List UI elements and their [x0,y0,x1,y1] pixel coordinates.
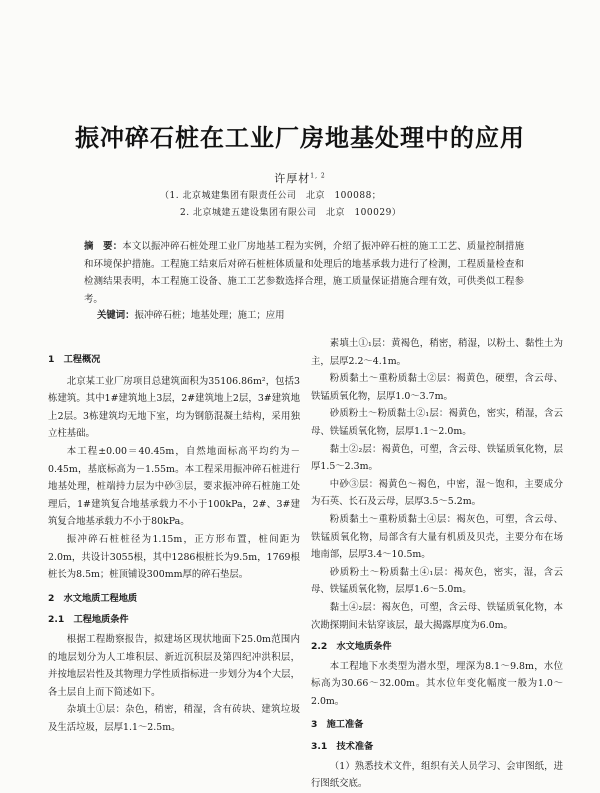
paragraph: 砂质粉土～粉质黏土②₁层：褐黄色，密实，稍湿，含云母、铁锰质氧化物，层厚1.1～2.0m。 [311,408,563,437]
subsection-heading: 3.1 技术准备 [311,741,374,753]
section-heading: 3 施工准备 [311,719,364,731]
section-heading: 2 水文地质工程地质 [48,592,138,604]
section-heading: 1 工程概况 [48,354,101,365]
paragraph: 根据工程勘察报告，拟建场区现状地面下25.0m范围内的地层划分为人工堆积层、新近沉积层及第四纪冲洪积层，并按地层岩性及其物理力学性质指标进一步划分为4个大层，各土层自上而下简述如下。 [48,633,300,698]
affiliation-2: 2. 北京城建五建设集团有限公司 北京 100029） [180,208,402,218]
paragraph: 振冲碎石桩桩径为1.15m，正方形布置，桩间距为2.0m，共设计3055根，其中1286根桩长为9.5m，1769根桩长为8.5m；桩顶铺设300mm厚的碎石垫层。 [48,533,300,581]
paragraph: 素填土①₁层：黄褐色，稍密，稍湿，以粉土、黏性土为主，层厚2.2～4.1m。 [311,338,563,367]
paragraph: 中砂③层：褐黄色～褐色，中密，湿～饱和，主要成分为石英、长石及云母，层厚3.5～5.2m。 [311,478,563,508]
keywords-label: 关键词： [97,310,135,321]
right-column [311,335,563,793]
paragraph: 本工程±0.00＝40.45m，自然地面标高平均约为－0.45m，基底标高为－1.55m。本工程采用振冲碎石桩进行地基处理，桩端持力层为中砂③层，要求振冲碎石桩施工处理后，1#建筑复合地基承载力不小于100kPa，2#、3#建筑复合地基承载力不小于80kPa。 [48,445,300,528]
paragraph: 砂质粉土～粉质黏土④₁层：褐灰色，密实，湿，含云母、铁锰质氧化物，层厚1.6～5.0m。 [311,566,563,596]
paragraph: 本工程地下水类型为潜水型，埋深为8.1～9.8m，水位标高为30.66～32.00m。其水位年变化幅度一般为1.0～2.0m。 [311,660,563,707]
paper-title: 振冲碎石桩在工业厂房地基处理中的应用 [75,124,525,152]
subsection-heading: 2.1 工程地质条件 [48,614,129,626]
paragraph: 杂填土①层：杂色，稍密，稍湿，含有砖块、建筑垃圾及生活垃圾，层厚1.1～2.5m。 [48,704,300,733]
abstract-label: 摘 要： [84,241,123,252]
paragraph: 粉质黏土～重粉质黏土②层：褐黄色，硬塑，含云母、铁锰质氧化物，层厚1.0～3.7m。 [311,373,563,402]
author-name: 许厚材 [274,172,311,185]
author-superscript: 1, 2 [310,172,326,180]
paragraph: 北京某工业厂房项目总建筑面积为35106.86m²，包括3栋建筑。其中1#建筑地上3层，2#建筑地上2层，3#建筑地上2层。3栋建筑均无地下室，均为钢筋混凝土结构，采用独立柱基础。 [48,375,300,440]
paragraph: 黏土④₂层：褐灰色，可塑，含云母、铁锰质氧化物，本次勘探期间未钻穿该层，最大揭露厚度为6.0m。 [311,601,563,631]
paragraph: （1）熟悉技术文件，组织有关人员学习、会审图纸，进行图纸交底。 [311,760,563,790]
keywords [97,308,517,324]
paragraph: 黏土②₂层：褐黄色，可塑，含云母、铁锰质氧化物，层厚1.5～2.3m。 [311,443,563,473]
keywords-text: 振冲碎石桩；地基处理；施工；应用 [134,310,285,321]
subsection-heading: 2.2 水文地质条件 [311,641,392,653]
author-line [0,170,600,186]
left-column [48,345,300,736]
abstract [84,238,524,308]
abstract-text: 本文以振冲碎石桩处理工业厂房地基工程为实例，介绍了振冲碎石桩的施工工艺、质量控制措施和环境保护措施。工程施工结束后对碎石桩桩体质量和处理后的地基承载力进行了检测，工程质量检查和检测结果表明，本工程施工设备、施工工艺参数选择合理，施工质量保证措施合理有效，可供类似工程参考。 [84,241,524,305]
affiliation-1: （1. 北京城建集团有限责任公司 北京 100088； [160,191,382,201]
paragraph: 粉质黏土～重粉质黏土④层：褐灰色，可塑，含云母、铁锰质氧化物，局部含有大量有机质及贝壳，主要分布在场地南部，层厚3.4～10.5m。 [311,513,563,561]
